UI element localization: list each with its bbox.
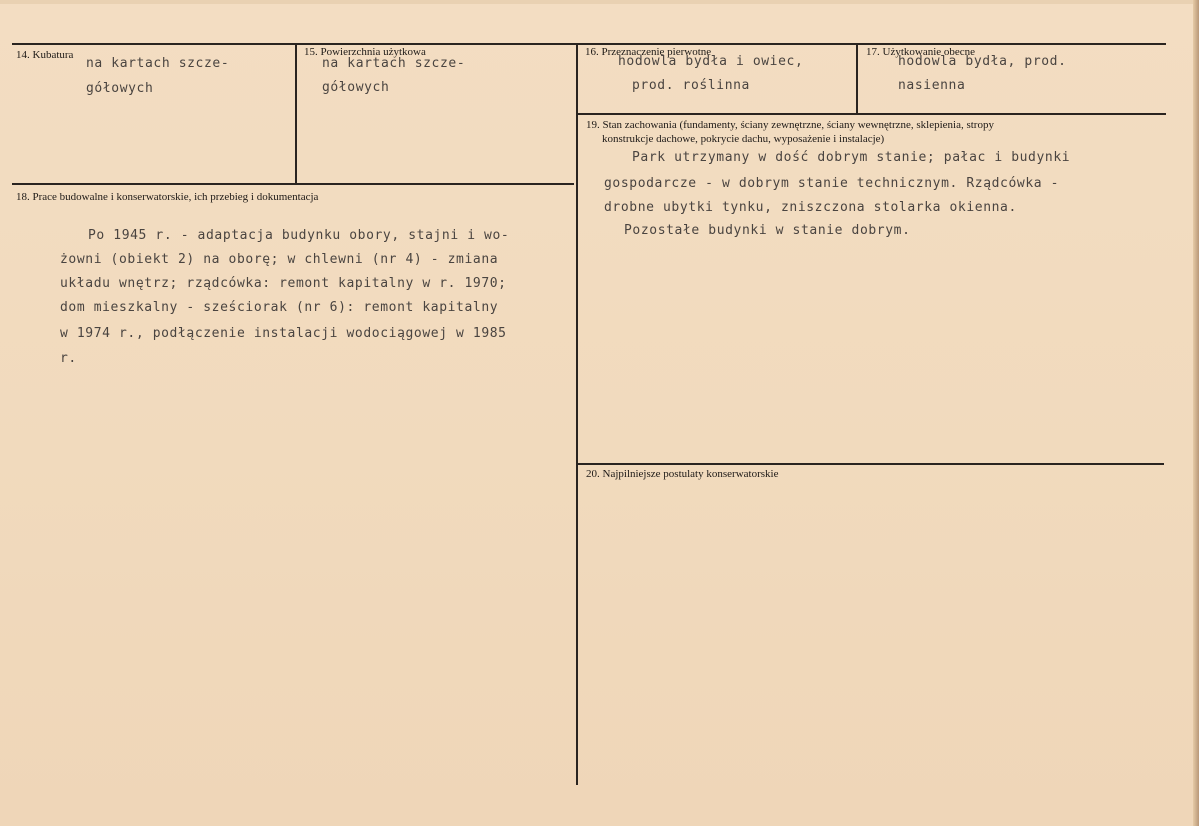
field-16-value-line1: hodowla bydła i owiec, — [618, 54, 804, 69]
divider-14-15 — [295, 45, 297, 185]
field-16-value-line2: prod. roślinna — [632, 78, 750, 93]
rule-under-19 — [578, 463, 1164, 465]
top-rule — [12, 43, 1166, 45]
field-17-label: 17. Użytkowanie obecne — [866, 46, 976, 58]
divider-center — [576, 45, 578, 785]
field-18-label: 18. Prace budowalne i konserwatorskie, ich przebieg i dokumentacja — [16, 191, 319, 203]
field-19-line2: gospodarcze - w dobrym stanie technicznym. Rządcówka - — [604, 176, 1060, 191]
rule-under-16-17 — [578, 113, 1166, 115]
field-15-value-line1: na kartach szcze- — [322, 56, 466, 71]
field-20-label: 20. Najpilniejsze postulaty konserwatorskie — [586, 468, 779, 480]
field-18-line1: Po 1945 r. - adaptacja budynku obory, stajni i wo- — [88, 228, 510, 243]
field-15-value-line2: gółowych — [322, 80, 390, 95]
field-18-line2: żowni (obiekt 2) na oborę; w chlewni (nr 4) - zmiana — [60, 252, 499, 267]
field-19-line1: Park utrzymany w dość dobrym stanie; pałac i budynki — [632, 150, 1071, 165]
field-18-line3: układu wnętrz; rządcówka: remont kapitalny w r. 1970; — [60, 276, 507, 291]
field-14-value-line2: gółowych — [86, 81, 154, 96]
field-17-value-line1: hodowla bydła, prod. — [898, 54, 1067, 69]
field-19-line4: Pozostałe budynki w stanie dobrym. — [624, 223, 911, 238]
field-18-line6: r. — [60, 351, 77, 366]
card-right-edge — [1193, 0, 1199, 826]
field-14-label: 14. Kubatura — [16, 49, 74, 61]
field-18-line4: dom mieszkalny - sześciorak (nr 6): remont kapitalny — [60, 300, 499, 315]
rule-under-14-15 — [12, 183, 574, 185]
field-19-label-line2: konstrukcje dachowe, pokrycie dachu, wyposażenie i instalacje) — [602, 133, 885, 145]
field-18-line5: w 1974 r., podłączenie instalacji wodociągowej w 1985 — [60, 326, 507, 341]
divider-16-17 — [856, 45, 858, 114]
field-17-value-line2: nasienna — [898, 78, 966, 93]
field-14-value-line1: na kartach szcze- — [86, 56, 230, 71]
field-15-label: 15. Powierzchnia użytkowa — [304, 46, 426, 58]
field-19-line3: drobne ubytki tynku, zniszczona stolarka okienna. — [604, 200, 1017, 215]
field-16-label: 16. Przeznaczenie pierwotne — [585, 46, 712, 58]
field-19-label-line1: 19. Stan zachowania (fundamenty, ściany zewnętrzne, ściany wewnętrzne, sklepienia, stropy — [586, 119, 994, 131]
card-top-edge — [0, 0, 1199, 4]
